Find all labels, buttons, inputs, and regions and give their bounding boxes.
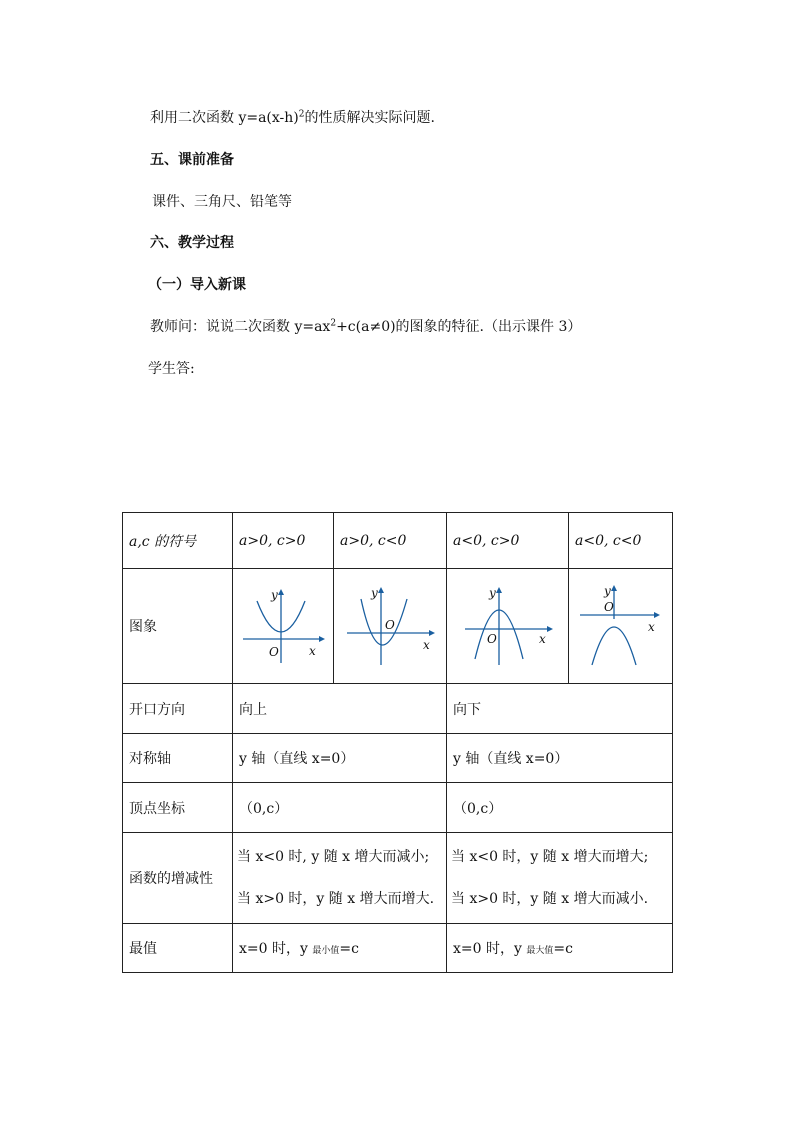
- table-row-graph: [123, 569, 673, 684]
- extreme-left-pre: x=0 时，y: [239, 941, 313, 957]
- monotonic-left-line-1: 当 x<0 时, y 随 x 增大而减小;: [237, 849, 430, 865]
- cell-vertex-right: （0,c）: [447, 783, 673, 833]
- cell-graph-label: 图象: [123, 569, 233, 684]
- table-row-extreme: [123, 924, 673, 973]
- intro-text-pre: 利用二次函数 y=a(x-h): [150, 110, 299, 126]
- table-row-monotonic: [123, 833, 673, 924]
- teacher-text-post: +c(a≠0)的图象的特征.（出示课件 3）: [336, 319, 582, 335]
- monotonic-right-line-1: 当 x<0 时，y 随 x 增大而增大;: [451, 849, 649, 865]
- graph-2-y-label: y: [371, 586, 378, 600]
- graph-2-x-label: x: [423, 638, 430, 652]
- cell-sign-3: [447, 513, 569, 569]
- graph-4-y-label: y: [604, 584, 611, 598]
- section5-text: 课件、三角尺、铅笔等: [152, 194, 292, 210]
- graph-1-x-label: x: [309, 644, 316, 658]
- graph-3-y-label: y: [488, 586, 496, 600]
- graph-1-y-label: y: [271, 588, 278, 602]
- graph-3-x-label: x: [538, 632, 546, 646]
- sign-col-3: a<0, c>0: [453, 532, 520, 549]
- teacher-exponent: 2: [330, 318, 337, 329]
- cell-extreme-label: 最值: [123, 924, 233, 973]
- parabola-graph-4: [576, 581, 671, 671]
- graph-1-origin-label: O: [269, 645, 279, 659]
- teacher-question: [150, 317, 581, 337]
- parabola-graph-2: [343, 581, 443, 671]
- parabola-properties-table: [122, 512, 673, 973]
- intro-text-post: 的性质解决实际问题.: [304, 110, 435, 126]
- graph-1-cell: [233, 569, 334, 684]
- cell-opening-down: 向下: [447, 684, 673, 734]
- sign-col-4: a<0, c<0: [575, 532, 642, 549]
- student-answer-label: 学生答:: [148, 361, 195, 377]
- parabola-graph-3: [461, 581, 561, 671]
- table-row-opening: [123, 684, 673, 734]
- cell-extreme-left: [233, 924, 447, 973]
- graph-4-x-label: x: [648, 620, 655, 634]
- cell-extreme-right: [447, 924, 673, 973]
- cell-axis-left: y 轴（直线 x=0）: [233, 734, 447, 783]
- sign-label-text: a,c 的符号: [129, 533, 197, 550]
- cell-monotonic-left: [233, 833, 447, 924]
- graph-3-cell: [447, 569, 569, 684]
- sign-col-1: a>0, c>0: [239, 532, 306, 549]
- graph-2-origin-label: O: [385, 618, 395, 632]
- cell-axis-right: y 轴（直线 x=0）: [447, 734, 673, 783]
- cell-vertex-label: 顶点坐标: [123, 783, 233, 833]
- extreme-right-post: =c: [553, 941, 573, 957]
- section5-heading: 五、课前准备: [150, 152, 234, 168]
- intro-line: [150, 108, 435, 128]
- sign-col-2: a>0, c<0: [340, 532, 407, 549]
- graph-4-cell: [569, 569, 673, 684]
- parabola-graph-1: [241, 581, 331, 671]
- teacher-text-pre: 教师问：说说二次函数 y=ax: [150, 319, 331, 335]
- graph-3-origin-label: O: [486, 632, 497, 646]
- monotonic-right-line-2: 当 x>0 时，y 随 x 增大而减小.: [451, 891, 649, 907]
- cell-sign-2: [334, 513, 447, 569]
- graph-2-cell: [334, 569, 447, 684]
- cell-vertex-left: （0,c）: [233, 783, 447, 833]
- graph-4-origin-label: O: [604, 600, 614, 614]
- cell-sign-1: [233, 513, 334, 569]
- subsection1-heading: （一）导入新课: [148, 277, 246, 293]
- monotonic-left-line-2: 当 x>0 时，y 随 x 增大而增大.: [237, 891, 435, 907]
- cell-opening-up: 向上: [233, 684, 447, 734]
- cell-monotonic-right: [447, 833, 673, 924]
- cell-sign-4: [569, 513, 673, 569]
- extreme-right-sub: 最大值: [526, 946, 554, 956]
- table-row-axis: [123, 734, 673, 783]
- section6-heading: 六、教学过程: [150, 235, 234, 251]
- cell-sign-label: [123, 513, 233, 569]
- cell-opening-label: 开口方向: [123, 684, 233, 734]
- extreme-left-sub: 最小值: [312, 946, 340, 956]
- intro-exponent: 2: [298, 109, 305, 120]
- extreme-right-pre: x=0 时，y: [453, 941, 527, 957]
- cell-axis-label: 对称轴: [123, 734, 233, 783]
- extreme-left-post: =c: [339, 941, 359, 957]
- cell-monotonic-label: 函数的增减性: [123, 833, 233, 924]
- table-row-vertex: [123, 783, 673, 833]
- table-row-sign: [123, 513, 673, 569]
